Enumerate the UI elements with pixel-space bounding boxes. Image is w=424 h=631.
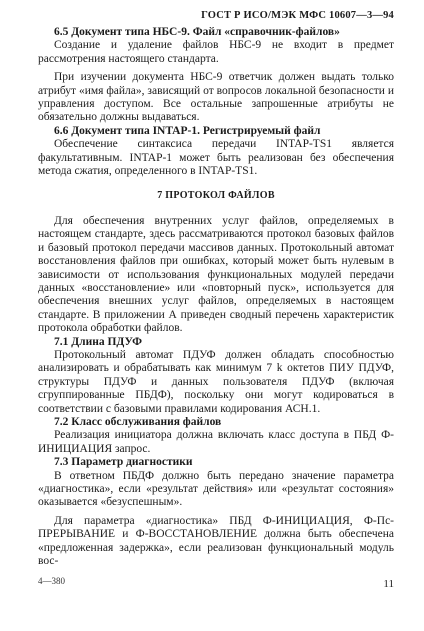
print-signature: 4—380: [38, 575, 65, 586]
paragraph: Создание и удаление файлов НБС-9 не входит в предмет рассмотрения настоящего стандарта.: [38, 39, 394, 65]
page-number: 11: [383, 577, 394, 590]
paragraph: Протокольный автомат ПДУФ должен обладать способностью анализировать и обрабатывать как минимум 7 k октетов ПИУ ПДУФ, структуры ПДУФ и данных пользователя ПДУФ (включая сгруппированные ПБДФ), поскольку они могут кодироваться в соответствии с базовыми правилами кодирования АСН.1.: [38, 348, 394, 415]
section-7-title: 7 ПРОТОКОЛ ФАЙЛОВ: [157, 190, 275, 202]
paragraph: Обеспечение синтаксиса передачи INTAP-TS1 является факультативным. INTAP-1 может быть реализован без обеспечения метода сжатия, определенного в INTAP-TS1.: [38, 138, 394, 178]
page-header: ГОСТ Р ИСО/МЭК МФС 10607—3—94: [201, 10, 394, 21]
paragraph: Для обеспечения внутренних услуг файлов, определяемых в настоящем стандарте, здесь рассматриваются протокол базовых файлов и базовый протокол передачи массивов данных. Протокольный автомат восстановления файлов при ошибках, который может быть нулевым в зависимости от использования функциональных модулей передачи данных «восстановление» или «повторный пуск», используется для обеспечения внешних услуг файлов, определяемых в настоящем стандарте. В приложении А приведен сводный перечень характеристик протокола обработки файлов.: [38, 214, 394, 335]
paragraph: При изучении документа НБС-9 ответчик должен выдать только атрибут «имя файла», зависящий от вопросов локальной безопасности и управления доступом. Все остальные запрошенные атрибуты не обязательно должны выдаваться.: [38, 71, 394, 124]
paragraph: Для параметра «диагностика» ПБД Ф-ИНИЦИАЦИЯ, Ф-Пс-ПРЕРЫВАНИЕ и Ф-ВОССТАНОВЛЕНИЕ должна быть обеспечена «предложенная задержка», если реализован функциональный модуль вос-: [38, 514, 394, 568]
heading-7-1: 7.1 Длина ПДУФ: [54, 335, 142, 348]
heading-6-6: 6.6 Документ типа INTAP-1. Регистрируемый файл: [54, 124, 321, 137]
page-body: [38, 26, 394, 568]
heading-6-5: 6.5 Документ типа НБС-9. Файл «справочник-файлов»: [54, 26, 340, 38]
heading-7-2: 7.2 Класс обслуживания файлов: [54, 415, 222, 428]
heading-7-3: 7.3 Параметр диагностики: [54, 456, 193, 469]
paragraph: Реализация инициатора должна включать класс доступа в ПБД Ф-ИНИЦИАЦИЯ запрос.: [38, 429, 394, 455]
paragraph: В ответном ПБДФ должно быть передано значение параметра «диагностика», если «результат действия» или «результат состояния» оказывается «безуспешным».: [38, 469, 394, 509]
